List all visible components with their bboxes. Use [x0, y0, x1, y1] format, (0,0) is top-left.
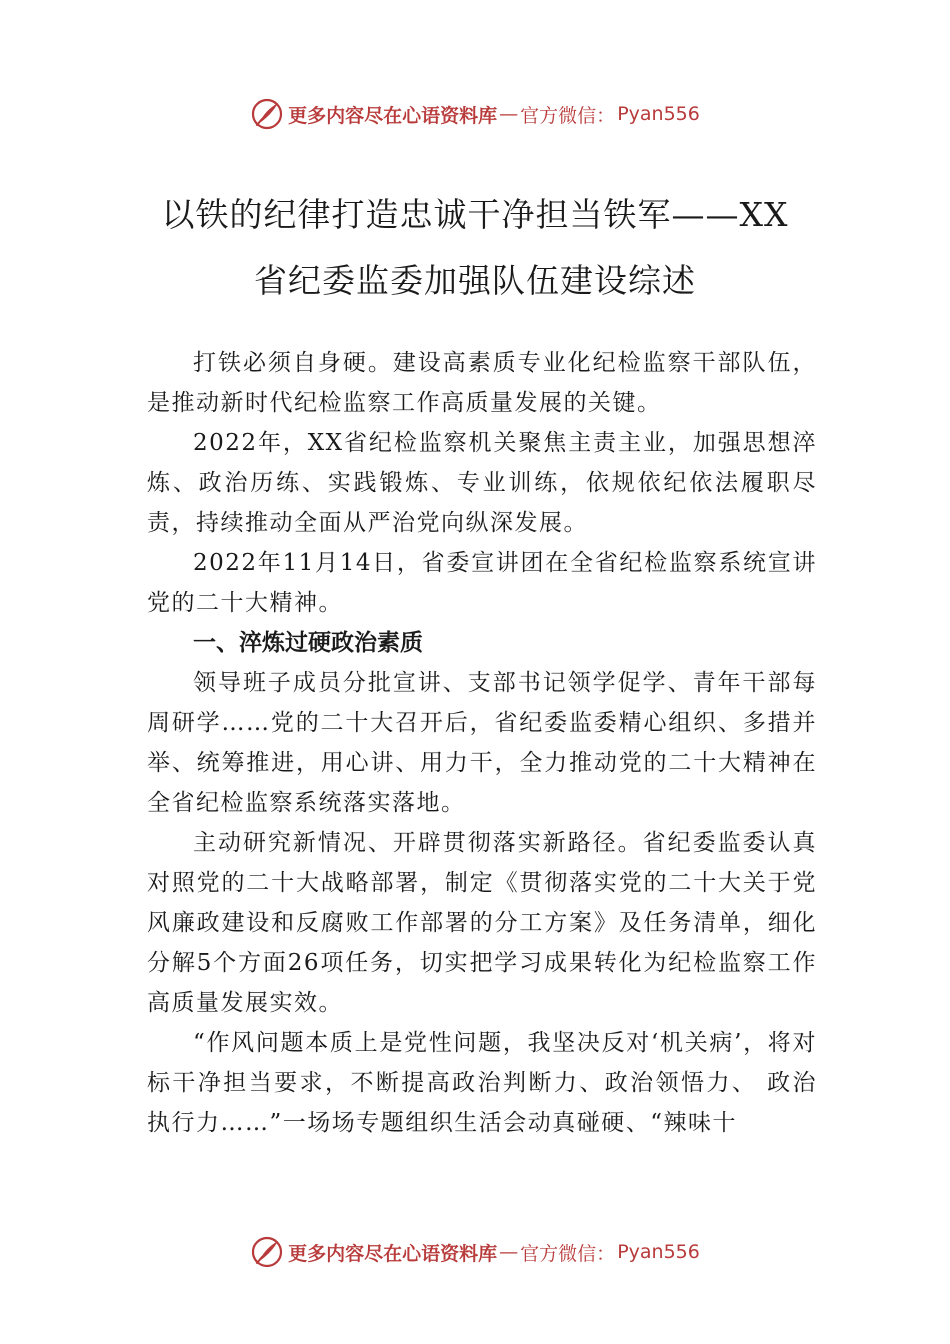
watermark-wechat-label: 官方微信：	[520, 1242, 616, 1265]
watermark-wechat-label: 官方微信：	[520, 104, 616, 127]
paragraph-intro: 打铁必须自身硬。建设高素质专业化纪检监察干部队伍，是推动新时代纪检监察工作高质量发展的关键。	[147, 350, 817, 416]
document-body	[147, 343, 817, 1143]
quill-pen-icon	[250, 97, 284, 131]
header-watermark	[0, 94, 950, 134]
watermark-dash: —	[499, 1241, 519, 1263]
title-line-1: 以铁的纪律打造忠诚干净担当铁军——XX	[161, 195, 789, 234]
paragraph-lecture-date: 2022年11月14日，省委宣讲团在全省纪检监察系统宣讲党的二十大精神。	[147, 550, 817, 616]
watermark-brand: 更多内容尽在心语资料库	[288, 1242, 498, 1265]
title-line-2: 省纪委监委加强队伍建设综述	[254, 261, 696, 300]
watermark-wechat-id: Pyan556	[617, 103, 700, 125]
watermark-wechat-id: Pyan556	[617, 1241, 700, 1263]
paragraph-new-path: 主动研究新情况、开辟贯彻落实新路径。省纪委监委认真对照党的二十大战略部署，制定《贯彻落实党的二十大关于党风廉政建设和反腐败工作部署的分工方案》及任务清单，细化分解5个方面26项任务，切实把学习成果转化为纪检监察工作高质量发展实效。	[147, 830, 817, 1016]
paragraph-leadership-study: 领导班子成员分批宣讲、支部书记领学促学、青年干部每周研学……党的二十大召开后，省纪委监委精心组织、多措并举、统筹推进，用心讲、用力干，全力推动党的二十大精神在全省纪检监察系统落实落地。	[147, 670, 817, 816]
footer-watermark	[0, 1232, 950, 1272]
section-heading-1: 一、淬炼过硬政治素质	[193, 630, 423, 656]
quill-pen-icon	[250, 1235, 284, 1269]
document-title	[100, 182, 850, 314]
watermark-brand: 更多内容尽在心语资料库	[288, 104, 498, 127]
watermark-dash: —	[499, 103, 519, 125]
paragraph-quote: “作风问题本质上是党性问题，我坚决反对‘机关病’，将对标干净担当要求，不断提高政治判断力、政治领悟力、 政治执行力……”一场场专题组织生活会动真碰硬、“辣味十	[147, 1030, 817, 1136]
paragraph-2022-overview: 2022年，XX省纪检监察机关聚焦主责主业，加强思想淬炼、政治历练、实践锻炼、专业训练，依规依纪依法履职尽责，持续推动全面从严治党向纵深发展。	[147, 430, 817, 536]
